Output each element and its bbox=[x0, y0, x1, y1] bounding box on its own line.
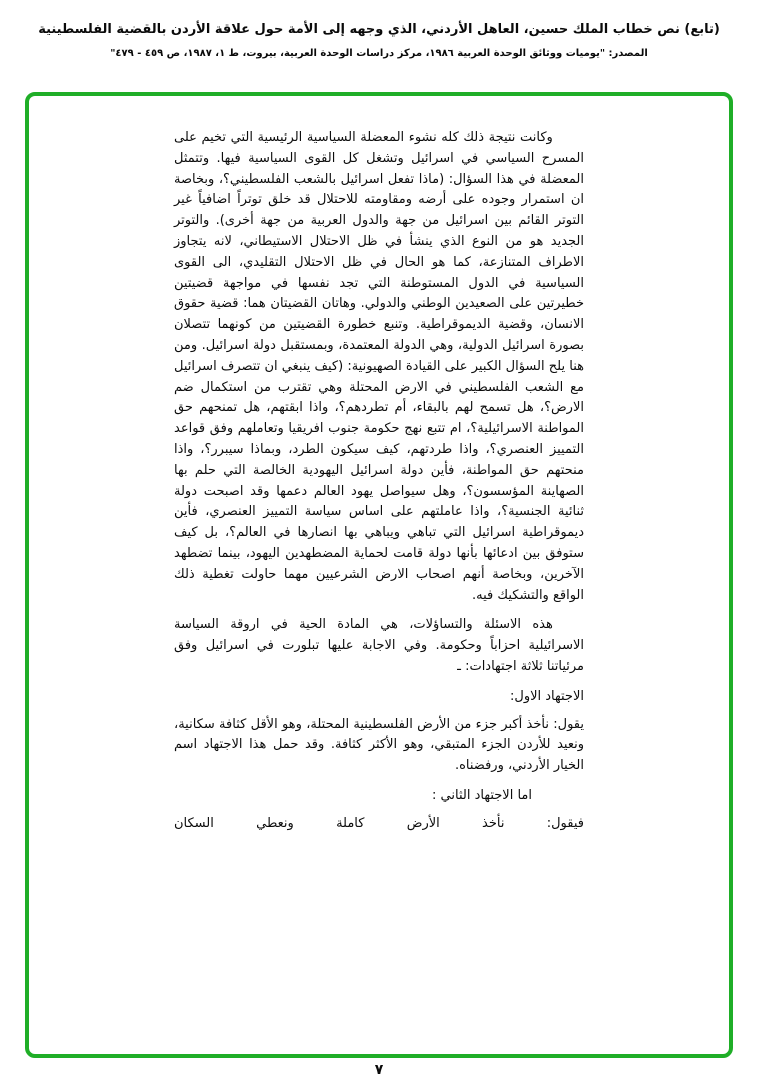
paragraph-main-dilemma: وكانت نتيجة ذلك كله نشوء المعضلة السياسية الرئيسية التي تخيم على المسرح السياسي في اسرائيل وتشغل كل القوى السياسية فيها. وتتمثل المعضلة في هذا السؤال: (ماذا تفعل اسرائيل بالشعب الفلسطيني؟، وبخاصة ان استمرار وجوده على أرضه ومقاومته للاحتلال قد خلق توتراً اضافياً غير التوتر القائم بين اسرائيل من جهة والدول العربية من جهة أخرى). والتوتر الجديد هو من النوع الذي ينشأ في ظل الاحتلال الاستيطاني، لانه يتجاوز الاطراف المتنازعة، كما هو الحال في ظل الاحتلال التقليدي، الى القوى السياسية في الدول المستوطنة التي تجد نفسها في مواجهة قضيتين خطيرتين على الصعيدين الوطني والدولي. وهاتان القضيتان هما: قضية حقوق الانسان، وقضية الديموقراطية. وتنبع خطورة القضيتين من كونهما تتصلان بصورة اسرائيل الدولية، وهي الدولة المعتمدة، وبمستقبل دولة اسرائيل. ومن هنا يلح السؤال الكبير على القيادة الصهيونية: (كيف ينبغي ان تتصرف اسرائيل مع الشعب الفلسطيني في الارض المحتلة وهي تقترب من استكمال ضم الارض؟، هل تسمح لهم بالبقاء، أم تطردهم؟، واذا ابقتهم، هل تمنحهم حق المواطنة الاسرائيلية؟، ام تتبع نهج حكومة جنوب افريقيا وتعاملهم وفق قواعد التمييز العنصري؟، واذا طردتهم، كيف سيكون الطرد، وبماذا سيبرر؟، واذا منحتهم حق المواطنة، فأين دولة اسرائيل اليهودية الخالصة التي حلم بها الصهاينة المؤسسون؟، وهل سيواصل يهود العالم دعمها وقد اصبحت دولة ثنائية الجنسية؟، واذا عاملتهم على اساس سياسة التمييز العنصري، فأين ديموقراطية اسرائيل التي تباهي ويباهي بها انصارها في العالم؟، بل كيف ستوفق بين ادعائها بأنها دولة قامت لحماية المضطهدين اليهود، بينما تضطهد الآخرين، وبخاصة أنهم اصحاب الارض الشرعيين مهما حاولت تغطية ذلك الواقع والتشكيك فيه. bbox=[174, 130, 584, 603]
green-content-frame bbox=[25, 92, 733, 1058]
paragraph-first-opinion: يقول: نأخذ أكبر جزء من الأرض الفلسطينية المحتلة، وهو الأقل كثافة سكانية، ونعيد للأردن الجزء المتبقي، وهو الأكثر كثافة. وقد حمل هذا الاجتهاد اسم الخيار الأردني، ورفضناه. bbox=[174, 716, 584, 774]
heading-first-opinion: الاجتهاد الاول: bbox=[510, 688, 584, 704]
page-header bbox=[0, 0, 758, 59]
body-text-column bbox=[174, 128, 584, 835]
paragraph-second-opinion: فيقول: نأخذ الأرض كاملة ونعطي السكان bbox=[174, 815, 584, 831]
heading-second-opinion: اما الاجتهاد الثاني : bbox=[432, 787, 532, 803]
page-number: ٧ bbox=[374, 1062, 384, 1078]
paragraph-questions-summary: هذه الاسئلة والتساؤلات، هي المادة الحية في اروقة السياسة الاسرائيلية احزاباً وحكومة. وفي الاجابة عليها تبلورت في اسرائيل وفق مرئياتنا ثلاثة اجتهادات: ـ bbox=[174, 617, 584, 674]
page-footer bbox=[0, 1059, 758, 1078]
document-title: (تابع) نص خطاب الملك حسين، العاهل الأردني، الذي وجهه إلى الأمة حول علاقة الأردن بالقضية الفلسطينية bbox=[38, 22, 720, 37]
document-source-line: المصدر: "يوميات ووثائق الوحدة العربية ١٩٨٦، مركز دراسات الوحدة العربية، بيروت، ط ١، ١٩٨٧، ص ٤٥٩ - ٤٧٩" bbox=[110, 48, 648, 59]
